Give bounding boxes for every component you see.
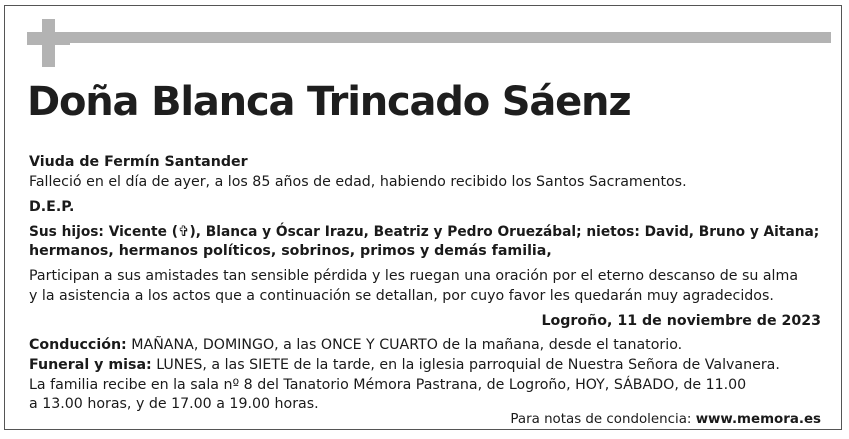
death-text: Falleció en el día de ayer, a los 85 años de edad, habiendo recibido los Santos Sacramentos.: [29, 174, 687, 190]
funeral-line: [29, 356, 780, 375]
obituary-notice: [4, 5, 842, 430]
widow-of: Viuda de Fermín Santander: [29, 154, 248, 170]
conduccion-label: Conducción:: [29, 337, 127, 353]
family-line-2: hermanos, hermanos políticos, sobrinos, primos y demás familia,: [29, 243, 552, 259]
invite-line-2: y la asistencia a los actos que a continuación se detallan, por cuyo favor les quedarán muy agradecidos.: [29, 288, 774, 304]
condolence-line: [510, 410, 821, 429]
condolence-url[interactable]: www.memora.es: [695, 412, 821, 427]
family-line-1: Sus hijos: Vicente (✞), Blanca y Óscar Irazu, Beatriz y Pedro Oruezábal; nietos: David, Bruno y Aitana;: [29, 224, 820, 240]
deceased-name: Doña Blanca Trincado Sáenz: [27, 79, 631, 125]
reception-line-1: La familia recibe en la sala nº 8 del Tanatorio Mémora Pastrana, de Logroño, HOY, SÁBADO, de 11.00: [29, 377, 747, 393]
place-date: Logroño, 11 de noviembre de 2023: [541, 313, 821, 329]
funeral-text: LUNES, a las SIETE de la tarde, en la iglesia parroquial de Nuestra Señora de Valvanera.: [151, 357, 780, 373]
dep-text: D.E.P.: [29, 199, 75, 215]
invite-line-1: Participan a sus amistades tan sensible pérdida y les ruegan una oración por el eterno descanso de su alma: [29, 268, 799, 284]
reception-line-2: a 13.00 horas, y de 17.00 a 19.00 horas.: [29, 396, 319, 412]
conduccion-line: [29, 336, 682, 355]
cross-icon-bar: [27, 32, 70, 45]
condolence-label: Para notas de condolencia:: [510, 412, 692, 427]
conduccion-text: MAÑANA, DOMINGO, a las ONCE Y CUARTO de la mañana, desde el tanatorio.: [126, 337, 683, 353]
funeral-label: Funeral y misa:: [29, 357, 152, 373]
header-rule: [69, 32, 831, 43]
